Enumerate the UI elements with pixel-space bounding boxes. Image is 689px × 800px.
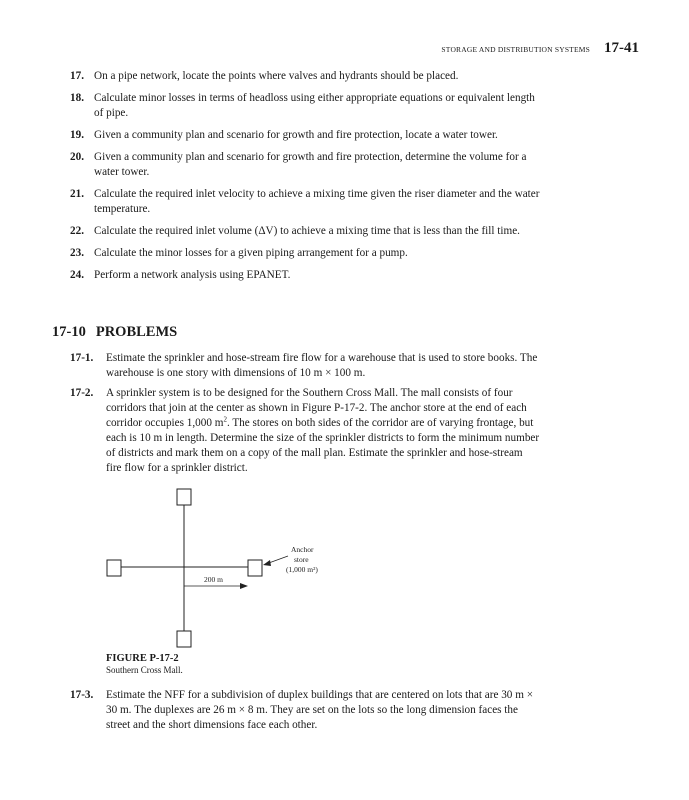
item-text: Given a community plan and scenario for growth and fire protection, determine the volume for a water tower. — [94, 151, 527, 178]
problem-number: 17-3. — [70, 689, 94, 701]
item-number: 19. — [70, 129, 84, 141]
section-heading — [52, 324, 177, 341]
item-text: Calculate the minor losses for a given piping arrangement for a pump. — [94, 247, 408, 259]
item-text: Calculate the required inlet volume (ΔV) to achieve a mixing time that is less than the fill time. — [94, 225, 520, 237]
list-item — [70, 187, 540, 217]
problem-text: Estimate the NFF for a subdivision of duplex buildings that are centered on lots that are 30 m × 30 m. The duplexes are 26 m × 8 m. They are set on the lots so the long dimension faces the street and the short dimensions face each other. — [106, 689, 533, 731]
dimension-arrowhead — [240, 583, 248, 589]
running-header — [441, 40, 639, 57]
anchor-label-line2: store — [294, 555, 309, 564]
caption-subtitle: Southern Cross Mall. — [106, 665, 183, 675]
problem-number: 17-1. — [70, 352, 94, 364]
item-number: 23. — [70, 247, 84, 259]
item-text: Perform a network analysis using EPANET. — [94, 269, 291, 281]
page-number: 17-41 — [604, 40, 639, 56]
superscript: 2 — [223, 415, 227, 424]
list-item — [70, 69, 540, 84]
caption-title: FIGURE P-17-2 — [106, 653, 179, 664]
list-item — [70, 128, 540, 143]
list-item — [70, 91, 540, 121]
problem-text: A sprinkler system is to be designed for the Southern Cross Mall. The mall consists of four corridors that join at the center as shown in Figure P-17-2. The anchor store at the end of each corridor occupies 1,000 $m^2$. The stores on both sides of the corridor are of varying frontage, but each is 10 m in length. Determine the size of the sprinkler districts to form the minimum number of districts and mark them on a copy of the mall plan. Estimate the sprinkler and hose-stream fire flow for a sprinkler district. — [106, 387, 540, 474]
list-item — [70, 246, 540, 261]
objectives-list — [70, 69, 540, 290]
anchor-label-line3: (1,000 m²) — [286, 565, 318, 574]
figure-caption — [106, 653, 183, 675]
anchor-store-south — [177, 631, 191, 647]
problem-item — [70, 351, 540, 381]
dimension-label: 200 m — [204, 575, 223, 584]
item-text: Calculate the required inlet velocity to achieve a mixing time given the riser diameter and the water temperature. — [94, 188, 540, 215]
problem-item — [70, 386, 540, 476]
anchor-leader-line — [266, 556, 288, 564]
section-title: PROBLEMS — [95, 324, 178, 340]
item-number: 20. — [70, 151, 84, 163]
item-number: 21. — [70, 188, 84, 200]
item-number: 24. — [70, 269, 84, 281]
list-item — [70, 268, 540, 283]
item-text: Given a community plan and scenario for growth and fire protection, locate a water tower. — [94, 129, 498, 141]
list-item — [70, 150, 540, 180]
item-number: 18. — [70, 92, 84, 104]
problem-item — [70, 688, 540, 733]
anchor-store-east — [248, 560, 262, 576]
list-item — [70, 224, 540, 239]
item-text: On a pipe network, locate the points where valves and hydrants should be placed. — [94, 70, 459, 82]
running-header-section: STORAGE AND DISTRIBUTION SYSTEMS — [441, 45, 590, 54]
anchor-label-line1: Anchor — [291, 545, 314, 554]
problem-text: Estimate the sprinkler and hose-stream fire flow for a warehouse that is used to store books. The warehouse is one story with dimensions of 10 m × 100 m. — [106, 352, 538, 379]
item-number: 22. — [70, 225, 84, 237]
anchor-store-north — [177, 489, 191, 505]
item-text: Calculate minor losses in terms of headloss using either appropriate equations or equivalent length of pipe. — [94, 92, 535, 119]
section-number: 17-10 — [52, 324, 86, 340]
anchor-store-west — [107, 560, 121, 576]
problem-number: 17-2. — [70, 387, 94, 399]
leader-arrowhead — [263, 560, 271, 566]
item-number: 17. — [70, 70, 84, 82]
